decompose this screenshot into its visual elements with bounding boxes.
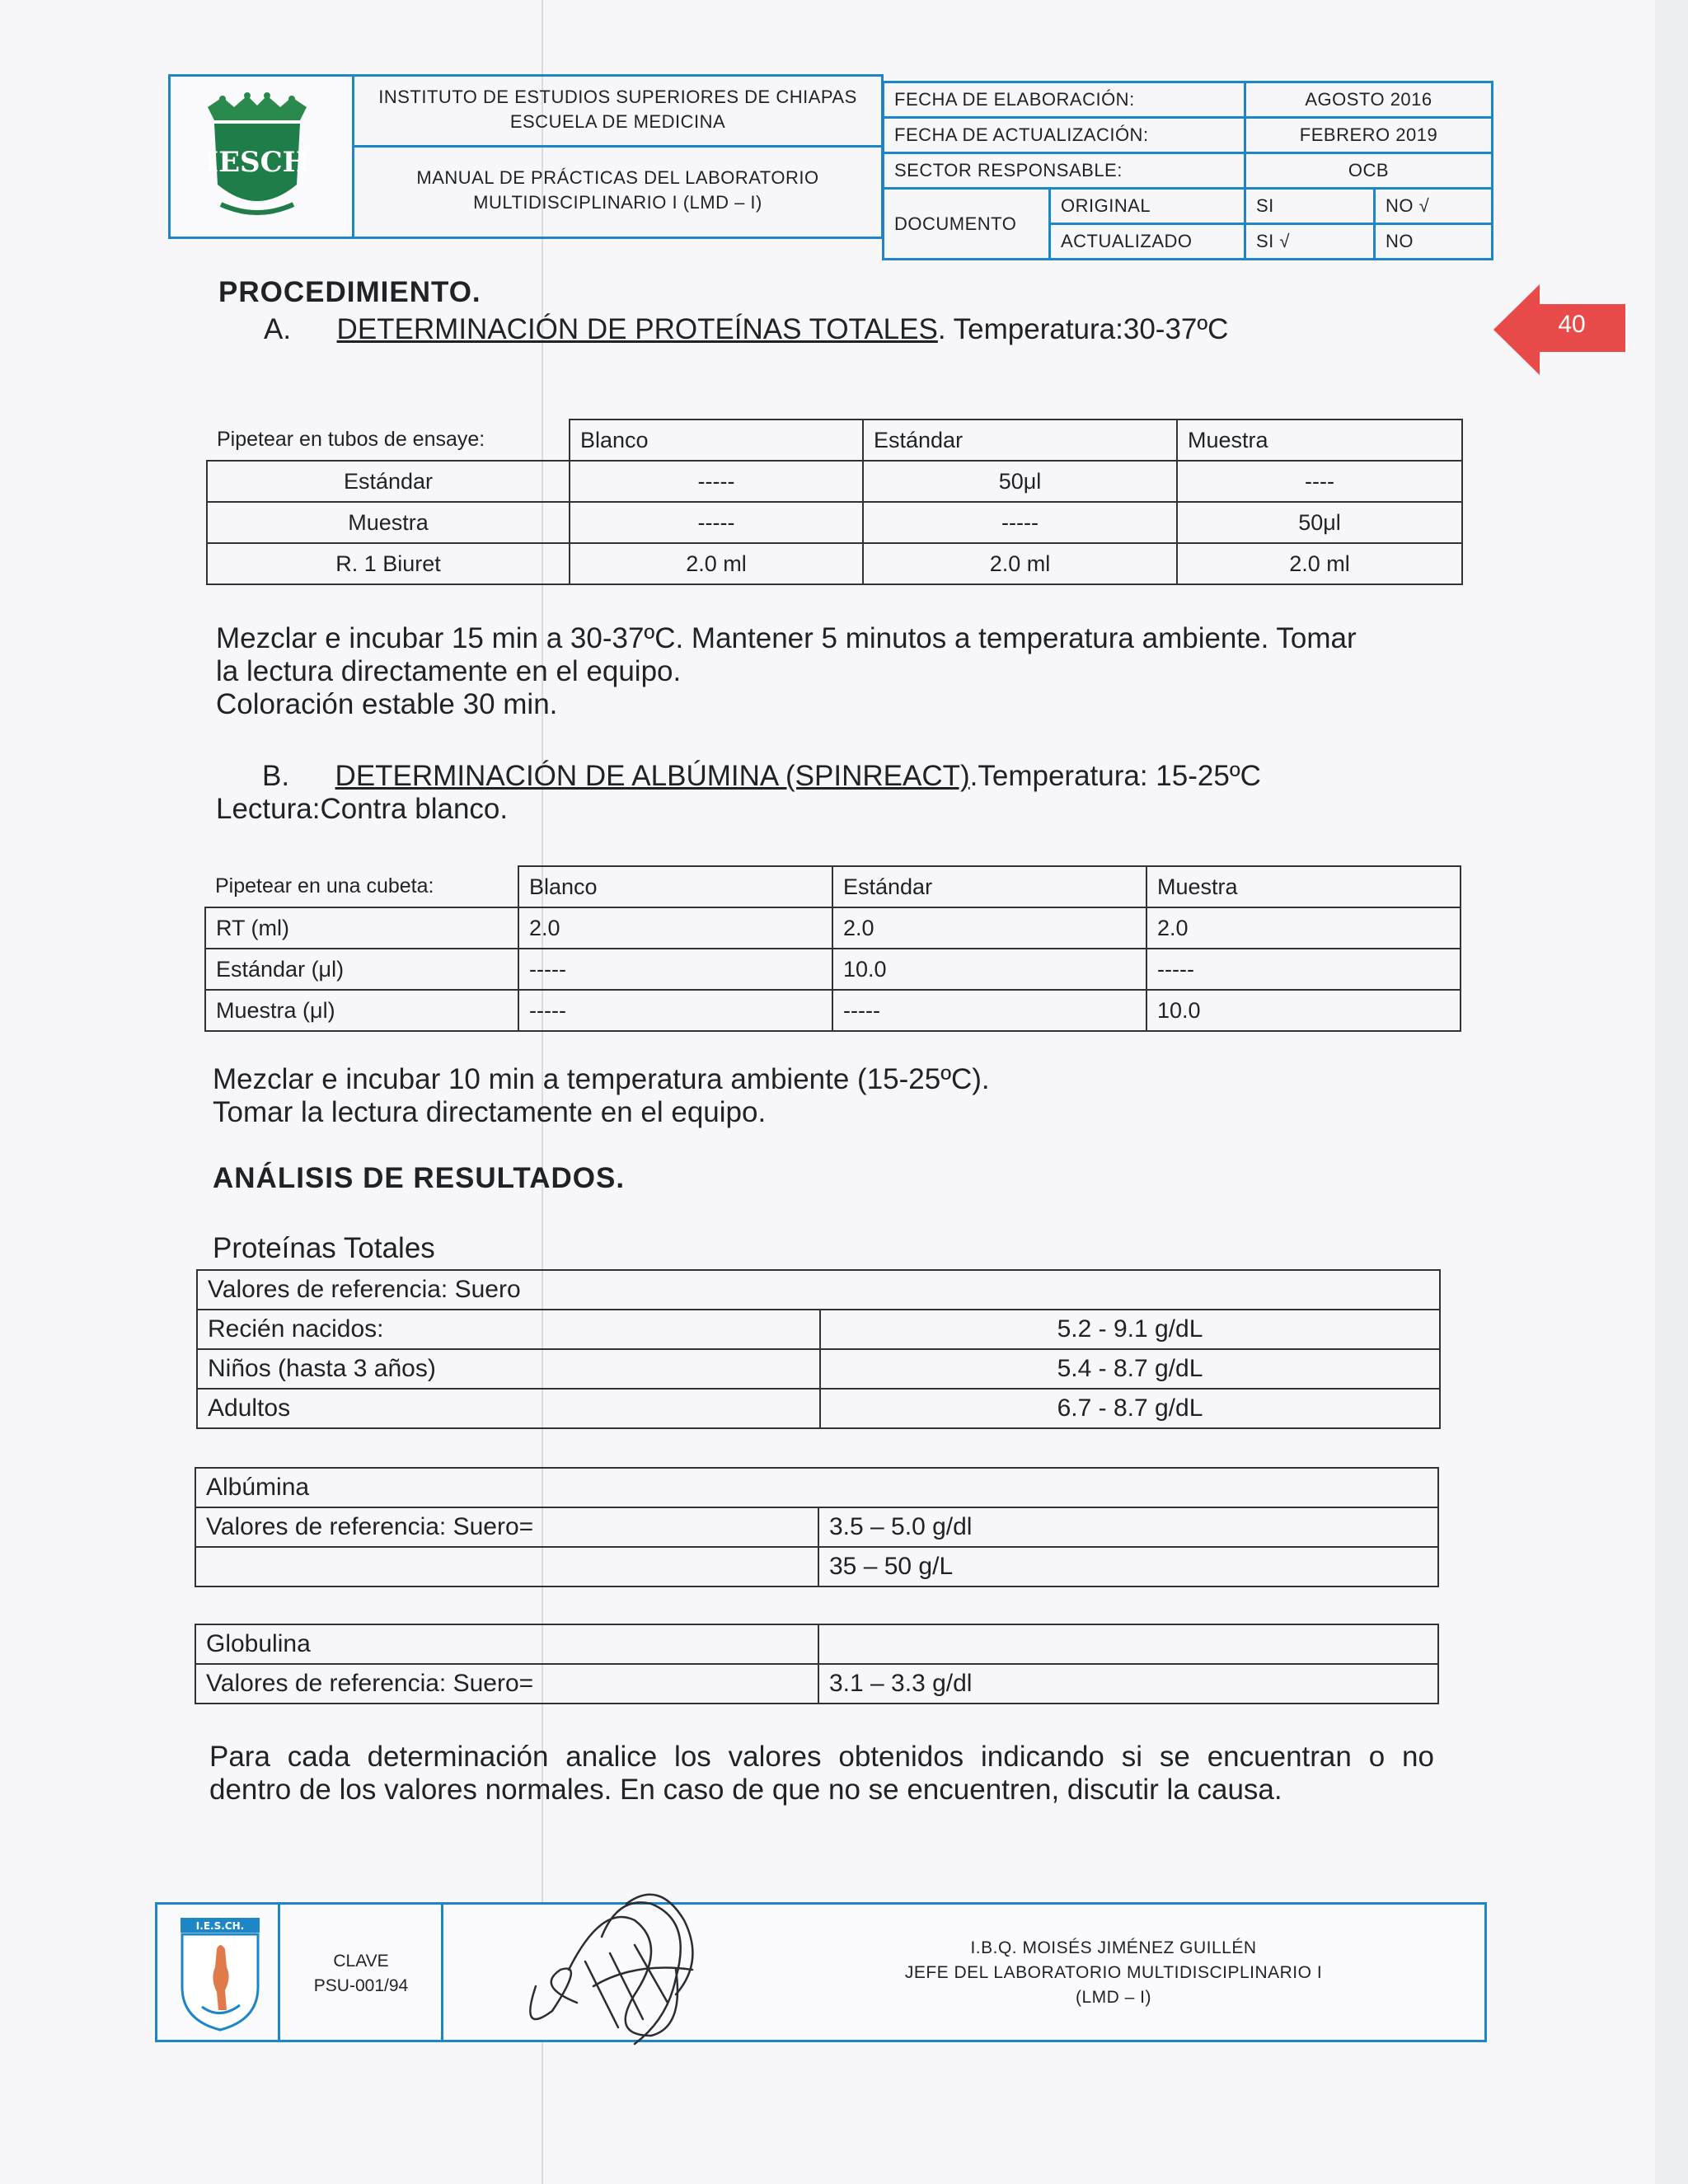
- table1-header: Blanco: [570, 419, 863, 461]
- table-cell: 2.0: [1146, 907, 1461, 949]
- table-cell: -----: [863, 502, 1177, 543]
- table-row: [197, 1310, 1440, 1349]
- table-cell: 2.0 ml: [863, 543, 1177, 584]
- svg-text:IESCH: IESCH: [205, 146, 309, 179]
- section-a-title: DETERMINACIÓN DE PROTEÍNAS TOTALES: [336, 313, 938, 345]
- fecha-elaboracion-label: FECHA DE ELABORACIÓN:: [884, 82, 1245, 118]
- clave-block: [281, 1949, 441, 1999]
- albumina-header: Albúmina: [195, 1468, 1438, 1507]
- footer-divider: [441, 1905, 443, 2040]
- table-proteinas-referencia: [196, 1269, 1441, 1429]
- table-cell: 50μl: [863, 461, 1177, 502]
- documento-label: DOCUMENTO: [884, 189, 1050, 260]
- table-cell: 2.0 ml: [1177, 543, 1462, 584]
- actualizado-label: ACTUALIZADO: [1050, 224, 1245, 260]
- paragraph-line: Coloración estable 30 min.: [216, 688, 558, 720]
- table2-header: Blanco: [518, 866, 832, 907]
- row-label: Valores de referencia: Suero=: [195, 1507, 818, 1547]
- table2-header: Estándar: [832, 866, 1146, 907]
- globulina-header: Globulina: [195, 1624, 818, 1664]
- ref-value: 6.7 - 8.7 g/dL: [820, 1389, 1440, 1428]
- table-row: [205, 949, 1461, 990]
- table2-caption: Pipetear en una cubeta:: [205, 866, 518, 907]
- section-b-temperature: .Temperatura: 15-25ºC: [969, 760, 1261, 792]
- table-row: [205, 990, 1461, 1031]
- sector-value: OCB: [1245, 153, 1493, 189]
- table-cell: 10.0: [1146, 990, 1461, 1031]
- clave-label: CLAVE: [333, 1952, 389, 1971]
- fecha-actualizacion-label: FECHA DE ACTUALIZACIÓN:: [884, 118, 1245, 153]
- ref-value: 5.2 - 9.1 g/dL: [820, 1310, 1440, 1349]
- footer-divider: [278, 1905, 280, 2040]
- procedure-b-instructions: [213, 1063, 1432, 1129]
- signer-name: I.B.Q. MOISÉS JIMÉNEZ GUILLÉN: [970, 1938, 1257, 1957]
- empty-cell: [195, 1547, 818, 1586]
- row-label: RT (ml): [205, 907, 518, 949]
- proteinas-totales-title: Proteínas Totales: [213, 1232, 435, 1264]
- table-cell: -----: [1146, 949, 1461, 990]
- table1-caption: Pipetear en tubos de ensaye:: [207, 419, 570, 461]
- table-cell: -----: [518, 949, 832, 990]
- signer-dept: (LMD – I): [1075, 1988, 1151, 2007]
- row-label: Muestra: [207, 502, 570, 543]
- table-cell: -----: [570, 461, 863, 502]
- procedimiento-title: PROCEDIMIENTO.: [218, 276, 481, 308]
- manual-title-line1: MANUAL DE PRÁCTICAS DEL LABORATORIO: [416, 167, 819, 188]
- ref-value: 35 – 50 g/L: [818, 1547, 1438, 1586]
- fecha-elaboracion-value: AGOSTO 2016: [1245, 82, 1493, 118]
- table-row: [207, 543, 1462, 584]
- table-cell: 2.0 ml: [570, 543, 863, 584]
- analisis-title: ANÁLISIS DE RESULTADOS.: [213, 1162, 626, 1194]
- svg-text:I.E.S.CH.: I.E.S.CH.: [195, 1920, 245, 1932]
- table-cell: 2.0: [832, 907, 1146, 949]
- section-b-title: DETERMINACIÓN DE ALBÚMINA (SPINREACT): [335, 760, 970, 792]
- table-row: [207, 502, 1462, 543]
- table-cell: -----: [570, 502, 863, 543]
- actualizado-si: SI √: [1245, 224, 1375, 260]
- section-a-temperature: . Temperatura:30-37ºC: [937, 313, 1229, 345]
- section-a-heading: [264, 313, 1228, 346]
- iesch-logo-icon: [191, 92, 323, 224]
- header-info-table: [882, 81, 1493, 260]
- table1-header: Muestra: [1177, 419, 1462, 461]
- sector-label: SECTOR RESPONSABLE:: [884, 153, 1245, 189]
- table-row: [197, 1349, 1440, 1389]
- school-name: ESCUELA DE MEDICINA: [509, 111, 726, 132]
- row-label: Muestra (μl): [205, 990, 518, 1031]
- row-label: Niños (hasta 3 años): [197, 1349, 820, 1389]
- table-cell: -----: [832, 990, 1146, 1031]
- paragraph-line: Para cada determinación analice los valores obtenidos indicando si se encuentran o no: [209, 1741, 1434, 1773]
- paragraph-line: Mezclar e incubar 10 min a temperatura ambiente (15-25ºC).: [213, 1063, 990, 1095]
- fecha-actualizacion-value: FEBRERO 2019: [1245, 118, 1493, 153]
- row-label: R. 1 Biuret: [207, 543, 570, 584]
- table1-header: Estándar: [863, 419, 1177, 461]
- original-label: ORIGINAL: [1050, 189, 1245, 224]
- table2-header: Muestra: [1146, 866, 1461, 907]
- procedure-a-instructions: [216, 622, 1436, 721]
- section-b-letter: B.: [262, 760, 290, 792]
- original-si: SI: [1245, 189, 1375, 224]
- row-label: Estándar: [207, 461, 570, 502]
- signer-role: JEFE DEL LABORATORIO MULTIDISCIPLINARIO I: [904, 1963, 1323, 1982]
- table-row: [195, 1547, 1438, 1586]
- table-albumina-pipeteo: [204, 865, 1461, 1032]
- footer-box: [155, 1902, 1487, 2042]
- closing-instructions: [209, 1741, 1434, 1807]
- section-a-letter: A.: [264, 313, 292, 345]
- table-cell: 50μl: [1177, 502, 1462, 543]
- page-number: 40: [1558, 311, 1586, 338]
- table-albumina-referencia: [195, 1467, 1439, 1587]
- paragraph-line: Tomar la lectura directamente en el equipo.: [213, 1096, 767, 1128]
- table-row: [197, 1389, 1440, 1428]
- table-cell: 10.0: [832, 949, 1146, 990]
- table-cell: ----: [1177, 461, 1462, 502]
- table-globulina-referencia: [195, 1624, 1439, 1704]
- row-label: Adultos: [197, 1389, 820, 1428]
- signer-block: [866, 1936, 1361, 2010]
- empty-cell: [818, 1624, 1438, 1664]
- ref-value: 3.1 – 3.3 g/dl: [818, 1664, 1438, 1704]
- page-edge-shadow: [1655, 0, 1688, 2184]
- ref-value: 5.4 - 8.7 g/dL: [820, 1349, 1440, 1389]
- manual-title-line2: MULTIDISCIPLINARIO I (LMD – I): [473, 192, 762, 213]
- table-cell: 2.0: [518, 907, 832, 949]
- section-b-heading: [262, 760, 1261, 793]
- section-b-reading: Lectura:Contra blanco.: [216, 793, 509, 825]
- row-label: Valores de referencia: Suero=: [195, 1664, 818, 1704]
- row-label: Estándar (μl): [205, 949, 518, 990]
- table-row: [205, 907, 1461, 949]
- paragraph-line: dentro de los valores normales. En caso de que no se encuentren, discutir la causa.: [209, 1774, 1282, 1806]
- actualizado-no: NO: [1375, 224, 1493, 260]
- proteinas-ref-header: Valores de referencia: Suero: [197, 1270, 1440, 1310]
- table-row: [195, 1664, 1438, 1704]
- iesch-shield-icon: [177, 1916, 263, 2032]
- handwritten-signature: [511, 1871, 742, 2060]
- clave-value: PSU-001/94: [313, 1976, 409, 1995]
- institute-name: INSTITUTO DE ESTUDIOS SUPERIORES DE CHIAPAS: [378, 87, 857, 107]
- table-cell: -----: [518, 990, 832, 1031]
- paragraph-line: Mezclar e incubar 15 min a 30-37ºC. Mantener 5 minutos a temperatura ambiente. Tomar: [216, 622, 1357, 654]
- table-proteinas-pipeteo: [206, 419, 1463, 585]
- header-title-cell: [354, 74, 884, 239]
- row-label: Recién nacidos:: [197, 1310, 820, 1349]
- table-row: [195, 1507, 1438, 1547]
- table-row: [207, 461, 1462, 502]
- original-no: NO √: [1375, 189, 1493, 224]
- paragraph-line: la lectura directamente en el equipo.: [216, 655, 682, 687]
- ref-value: 3.5 – 5.0 g/dl: [818, 1507, 1438, 1547]
